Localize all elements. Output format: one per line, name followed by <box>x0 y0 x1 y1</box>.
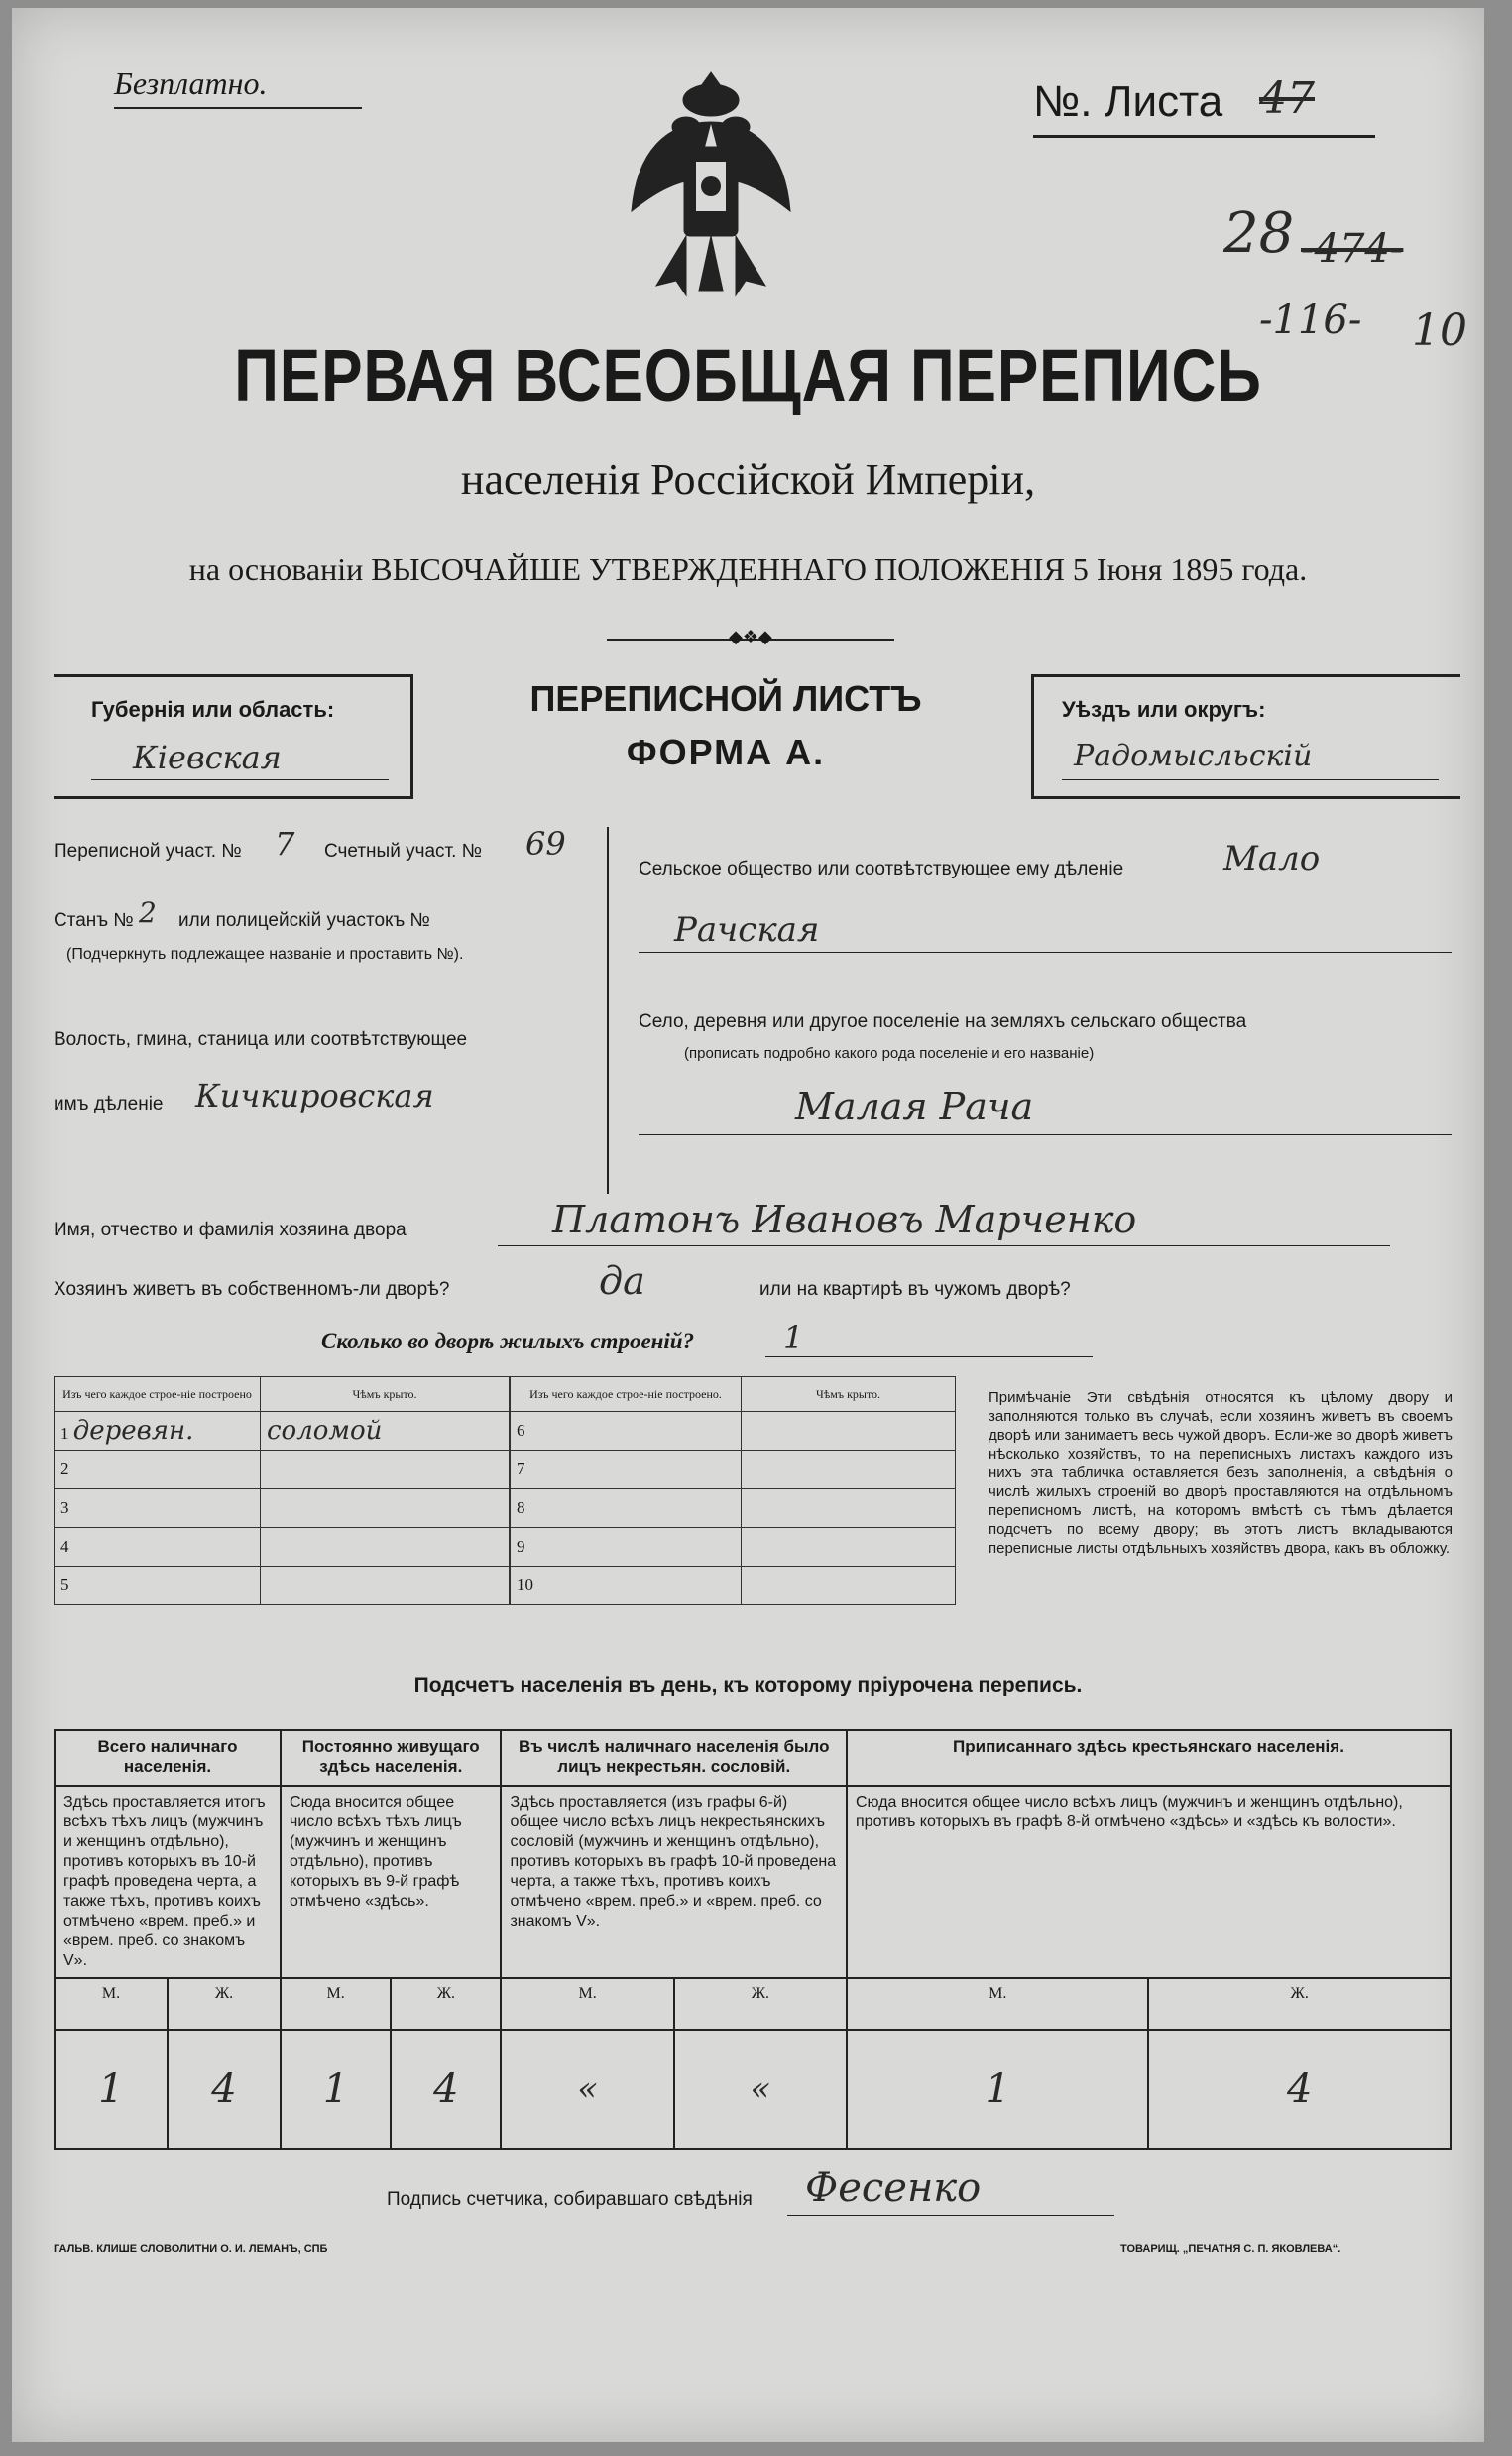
free-underline <box>114 107 362 109</box>
main-title: ПЕРВАЯ ВСЕОБЩАЯ ПЕРЕПИСЬ <box>234 334 1262 416</box>
row-number: 4 <box>55 1528 261 1567</box>
building-roof <box>742 1528 956 1567</box>
buildings-count-value: 1 <box>783 1319 804 1356</box>
form-letter: ФОРМА А. <box>626 732 826 772</box>
buildings-table-left <box>54 1376 510 1605</box>
gubernia-value: Кіевская <box>133 739 282 776</box>
pop-m-header: М. <box>55 1978 168 2030</box>
table-row <box>55 1528 510 1567</box>
form-title: ПЕРЕПИСНОЙ ЛИСТЪ <box>529 678 922 719</box>
buildings-col-material: Изъ чего каждое строе-ніе построено <box>55 1377 261 1412</box>
population-heading: Подсчетъ населенія въ день, къ которому пріурочена перепись. <box>413 1674 1083 1696</box>
building-material: деревян. <box>72 1416 194 1446</box>
pop-permanent-m: 1 <box>281 2030 391 2149</box>
uezd-underline <box>1062 779 1439 780</box>
pop-f-header: Ж. <box>391 1978 501 2030</box>
lives-value: да <box>599 1259 645 1303</box>
village-note: (прописать подробно какого рода поселеніе и его названіе) <box>684 1045 1095 1062</box>
pop-f-header: Ж. <box>674 1978 847 2030</box>
village-value: Малая Рача <box>795 1085 1034 1128</box>
uezd-value: Радомысльскій <box>1074 739 1313 773</box>
pop-noncrest-m: « <box>501 2030 673 2149</box>
table-row <box>55 2030 1451 2149</box>
pop-col-total-desc: Здѣсь проставляется итогъ всѣхъ тѣхъ лицъ (мужчинъ и женщинъ отдѣльно), противъ которыхъ въ 10-й графѣ проведена черта, а также тѣхъ, противъ коихъ отмѣчено «врем. преб.» и «врем. преб. со знакомъ V». <box>55 1786 281 1978</box>
printer-left: ГАЛЬВ. КЛИШЕ СЛОВОЛИТНИ О. И. ЛЕМАНЪ, СПБ <box>54 2243 328 2255</box>
signature-label: Подпись счетчика, собиравшаго свѣдѣнія <box>387 2189 753 2210</box>
gubernia-underline <box>91 779 389 780</box>
table-row <box>511 1567 956 1605</box>
pop-assigned-f: 4 <box>1148 2030 1451 2149</box>
row-number: 10 <box>511 1567 742 1605</box>
stan-tail: или полицейскій участокъ № <box>178 910 430 931</box>
center-divider <box>607 827 609 1194</box>
volost-label-1: Волость, гмина, станица или соотвѣтствующее <box>54 1029 468 1050</box>
row-number: 9 <box>511 1528 742 1567</box>
table-row <box>55 1451 510 1489</box>
pop-col-permanent-title: Постоянно живущаго здѣсь населенія. <box>281 1730 501 1786</box>
row-number: 1 <box>60 1424 69 1443</box>
owner-name-value: Платонъ Ивановъ Марченко <box>552 1198 1137 1241</box>
pop-total-f: 4 <box>168 2030 281 2149</box>
table-row <box>55 1412 510 1451</box>
pop-col-assigned-desc: Сюда вносится общее число всѣхъ лицъ (мужчинъ и женщинъ отдѣльно), противъ которыхъ въ графѣ 8-й отмѣчено «здѣсь» и «здѣсь къ волости». <box>847 1786 1451 1978</box>
society-label: Сельское общество или соотвѣтствующее ему дѣленіе <box>639 859 1124 879</box>
stan-note: (Подчеркнуть подлежащее названіе и проставить №). <box>66 946 464 963</box>
table-row <box>55 1978 1451 2030</box>
subtitle: населенія Россійской Имперіи, <box>460 455 1036 504</box>
buildings-note: Примѣчаніе Эти свѣдѣнія относятся къ цѣлому двору и заполняются только въ случаѣ, если хозяинъ живетъ въ своемъ дворѣ или занимаетъ весь чужой дворъ. Если-же во дворѣ живетъ нѣсколько хозяйствъ, то на переписныхъ листахъ каждого изъ нихъ эта табличка оставляется безъ заполненія, а свѣдѣнія о числѣ жилыхъ строеній во дворѣ проставляются на отдѣльномъ переписномъ листѣ, на которомъ вмѣстѣ съ тѣмъ дѣлается подсчетъ по всему двору; въ этотъ листъ вкладываются переписные листы отдѣльныхъ хозяйствъ двора, какъ въ обложку. <box>989 1389 1453 1557</box>
pop-f-header: Ж. <box>1148 1978 1451 2030</box>
lives-alt: или на квартирѣ въ чужомъ дворѣ? <box>759 1279 1071 1300</box>
imperial-eagle-icon <box>627 62 795 310</box>
count-section-value: 69 <box>525 825 566 863</box>
building-roof <box>261 1489 510 1528</box>
archive-mark-4: 10 <box>1412 305 1467 356</box>
building-roof <box>742 1451 956 1489</box>
sheet-number-underline <box>1033 135 1375 138</box>
building-roof <box>742 1412 956 1451</box>
buildings-count-underline <box>765 1356 1093 1357</box>
volost-value: Кичкировская <box>195 1077 434 1114</box>
building-roof <box>742 1567 956 1605</box>
pop-col-noncrest-desc: Здѣсь проставляется (изъ графы 6-й) общее число всѣхъ лицъ некрестьянскихъ сословій (мужчинъ и женщинъ отдѣльно), противъ которыхъ въ графѣ 10-й проведена черта, а также тѣхъ, противъ коихъ отмѣчено «врем. преб.» и «врем. преб. со знакомъ V». <box>501 1786 847 1978</box>
gubernia-label: Губернія или область: <box>91 697 335 722</box>
printer-right: ТОВАРИЩ. „ПЕЧАТНЯ С. П. ЯКОВЛЕВА“. <box>1120 2243 1341 2255</box>
lives-label: Хозяинъ живетъ въ собственномъ-ли дворѣ? <box>54 1279 450 1300</box>
archive-mark-3: -116- <box>1259 297 1362 343</box>
pop-f-header: Ж. <box>168 1978 281 2030</box>
sheet-number-value: 47 <box>1259 73 1315 124</box>
table-row <box>511 1451 956 1489</box>
pop-permanent-f: 4 <box>391 2030 501 2149</box>
table-row <box>55 1567 510 1605</box>
pop-m-header: М. <box>501 1978 673 2030</box>
pop-m-header: М. <box>281 1978 391 2030</box>
census-sheet <box>12 8 1484 2442</box>
signature-underline <box>787 2215 1114 2216</box>
society-value-2: Рачская <box>674 910 820 950</box>
pop-col-permanent-desc: Сюда вносится общее число всѣхъ тѣхъ лицъ (мужчинъ и женщинъ отдѣльно), противъ которыхъ въ 9-й графѣ отмѣчено «здѣсь». <box>281 1786 501 1978</box>
pop-col-assigned-title: Приписаннаго здѣсь крестьянскаго населенія. <box>847 1730 1451 1786</box>
archive-mark-2: -474- <box>1301 226 1404 272</box>
sheet-number-label: №. Листа <box>1033 77 1223 126</box>
pop-noncrest-f: « <box>674 2030 847 2149</box>
census-section-label: Переписной участ. № <box>54 841 242 862</box>
stan-value: 2 <box>139 896 157 929</box>
uezd-label: Уѣздъ или округъ: <box>1062 697 1266 722</box>
archive-mark-1: 28 <box>1223 201 1295 266</box>
buildings-col-roof-2: Чѣмъ крыто. <box>742 1377 956 1412</box>
village-label: Село, деревня или другое поселеніе на земляхъ сельскаго общества <box>639 1011 1247 1032</box>
table-row <box>511 1489 956 1528</box>
building-roof <box>261 1528 510 1567</box>
free-label: Безплатно. <box>114 65 268 101</box>
gubernia-box <box>54 674 413 799</box>
census-section-value: 7 <box>275 825 295 863</box>
signature-value: Фесенко <box>805 2165 982 2211</box>
row-number: 3 <box>55 1489 261 1528</box>
ornament-glyph: ◆❖◆ <box>729 627 772 646</box>
uezd-box <box>1031 674 1460 799</box>
buildings-col-roof: Чѣмъ крыто. <box>261 1377 510 1412</box>
building-roof <box>261 1567 510 1605</box>
row-number: 6 <box>511 1412 742 1451</box>
basis-text: на основаніи ВЫСОЧАЙШЕ УТВЕРЖДЕННАГО ПОЛОЖЕНІЯ 5 Іюня 1895 года. <box>188 551 1308 587</box>
population-table <box>54 1729 1452 2150</box>
building-roof <box>261 1451 510 1489</box>
owner-name-underline <box>498 1245 1390 1246</box>
stan-label: Станъ № <box>54 910 134 931</box>
buildings-col-material-2: Изъ чего каждое строе-ніе построено. <box>511 1377 742 1412</box>
society-value-1: Мало <box>1223 839 1321 878</box>
pop-col-noncrest-title: Въ числѣ наличнаго населенія было лицъ некрестьян. сословій. <box>501 1730 847 1786</box>
volost-label-2: имъ дѣленіе <box>54 1094 164 1114</box>
village-underline <box>639 1134 1452 1135</box>
row-number: 8 <box>511 1489 742 1528</box>
table-row <box>511 1528 956 1567</box>
table-row <box>55 1489 510 1528</box>
table-row <box>511 1412 956 1451</box>
buildings-table-right <box>510 1376 956 1605</box>
pop-assigned-m: 1 <box>847 2030 1148 2149</box>
pop-col-total-title: Всего наличнаго населенія. <box>55 1730 281 1786</box>
owner-name-label: Имя, отчество и фамилія хозяина двора <box>54 1220 407 1240</box>
buildings-count-label: Сколько во дворѣ жилыхъ строеній? <box>321 1329 695 1353</box>
row-number: 7 <box>511 1451 742 1489</box>
pop-m-header: М. <box>847 1978 1148 2030</box>
row-number: 2 <box>55 1451 261 1489</box>
building-roof <box>742 1489 956 1528</box>
row-number: 5 <box>55 1567 261 1605</box>
count-section-label: Счетный участ. № <box>324 841 483 862</box>
society-underline <box>639 952 1452 953</box>
building-roof: соломой <box>261 1412 510 1451</box>
pop-total-m: 1 <box>55 2030 168 2149</box>
